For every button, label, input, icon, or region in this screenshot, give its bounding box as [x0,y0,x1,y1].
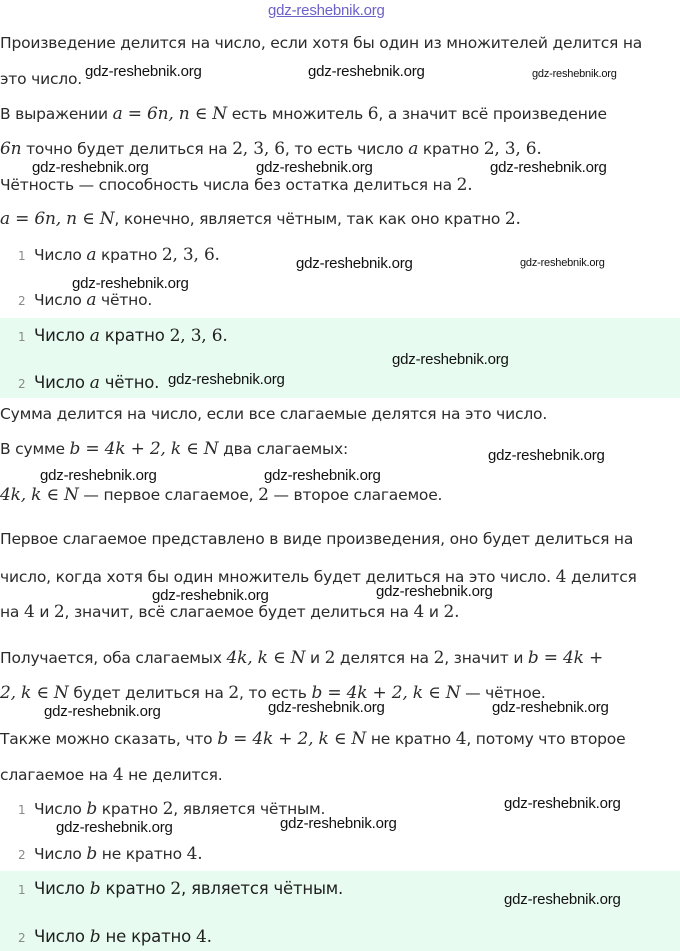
list-item: 1 Число b кратно 2, является чётным. [18,799,326,819]
watermark: gdz-reshebnik.org [520,257,605,269]
paragraph: Произведение делится на число, если хотя бы один из множителей делится на [0,34,643,52]
paragraph: 6n точно будет делиться на 2, 3, 6, то есть число a кратно 2, 3, 6. [0,139,542,159]
watermark: gdz-reshebnik.org [488,447,605,464]
watermark: gdz-reshebnik.org [280,815,397,832]
watermark: gdz-reshebnik.org [264,467,381,484]
paragraph: Первое слагаемое представлено в виде произведения, оно будет делиться на [0,530,634,548]
math: a = 6n, n ∈ N [112,104,227,124]
watermark: gdz-reshebnik.org [40,467,157,484]
list-item: 2 Число b не кратно 4. [18,844,203,864]
watermark: gdz-reshebnik.org [85,63,202,80]
watermark: gdz-reshebnik.org [72,275,189,292]
paragraph: слагаемое на 4 не делится. [0,765,223,785]
site-link[interactable]: gdz-reshebnik.org [268,2,385,19]
paragraph: это число. [0,70,83,88]
paragraph: Чётность — способность числа без остатка делиться на 2. [0,175,473,195]
watermark: gdz-reshebnik.org [532,68,617,80]
answer-item: 2 Число a чётно. [18,373,160,393]
watermark: gdz-reshebnik.org [296,255,413,272]
watermark: gdz-reshebnik.org [168,371,285,388]
watermark: gdz-reshebnik.org [392,351,509,368]
paragraph: 2, k ∈ N будет делиться на 2, то есть b = 4k + 2, k ∈ N — чётное. [0,683,546,703]
paragraph: Сумма делится на число, если все слагаемые делятся на это число. [0,405,548,423]
watermark: gdz-reshebnik.org [504,795,621,812]
paragraph: 4k, k ∈ N — первое слагаемое, 2 — второе слагаемое. [0,485,443,505]
watermark: gdz-reshebnik.org [32,159,149,176]
list-item: 2 Число a чётно. [18,290,153,310]
watermark: gdz-reshebnik.org [308,63,425,80]
paragraph: на 4 и 2, значит, всё слагаемое будет делиться на 4 и 2. [0,602,460,622]
answer-item: 1 Число b кратно 2, является чётным. [18,879,344,899]
paragraph: В сумме b = 4k + 2, k ∈ N два слагаемых: [0,439,349,459]
paragraph: число, когда хотя бы один множитель будет делиться на это число. 4 делится [0,567,637,587]
paragraph: В выражении a = 6n, n ∈ N есть множитель 6, а значит всё произведение [0,104,607,124]
watermark: gdz-reshebnik.org [504,891,621,908]
watermark: gdz-reshebnik.org [256,159,373,176]
paragraph: Также можно сказать, что b = 4k + 2, k ∈ N не кратно 4, потому что второе [0,729,626,749]
watermark: gdz-reshebnik.org [490,159,607,176]
watermark: gdz-reshebnik.org [56,819,173,836]
watermark: gdz-reshebnik.org [152,587,269,604]
paragraph: Получается, оба слагаемых 4k, k ∈ N и 2 делятся на 2, значит и b = 4k + [0,648,604,668]
paragraph: a = 6n, n ∈ N, конечно, является чётным, так как оно кратно 2. [0,209,521,229]
answer-item: 2 Число b не кратно 4. [18,927,212,947]
answer-box [0,318,680,398]
watermark: gdz-reshebnik.org [376,583,493,600]
watermark: gdz-reshebnik.org [44,703,161,720]
watermark: gdz-reshebnik.org [268,699,385,716]
answer-box [0,871,680,951]
watermark: gdz-reshebnik.org [492,699,609,716]
list-item: 1 Число a кратно 2, 3, 6. [18,245,220,265]
answer-item: 1 Число a кратно 2, 3, 6. [18,326,228,346]
